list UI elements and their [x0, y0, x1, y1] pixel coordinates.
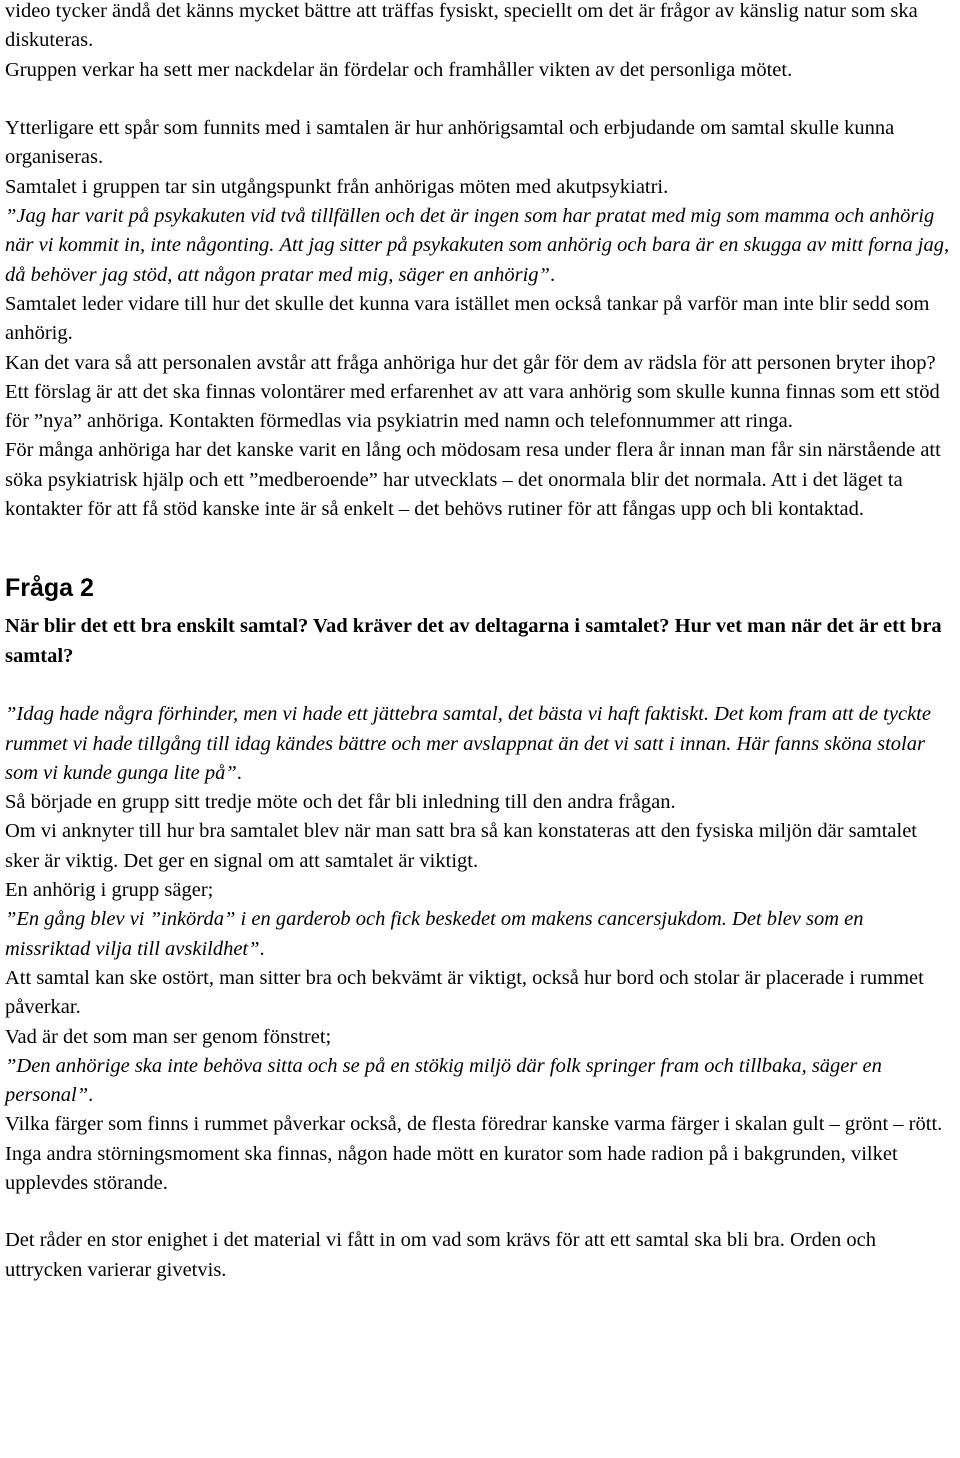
paragraph-storning: Inga andra störningsmoment ska finnas, någon hade mött en kurator som hade radion på i bakgrunden, vilket upplevdes störande.	[5, 1142, 898, 1194]
paragraph-intro: video tycker ändå det känns mycket bättre att träffas fysiskt, speciellt om det är frågor av känslig natur som ska diskuteras.	[5, 0, 918, 52]
paragraph-spar: Ytterligare ett spår som funnits med i samtalen är hur anhörigsamtal och erbjudande om samtal skulle kunna organiseras.	[5, 117, 895, 169]
paragraph-borjade: Så började en grupp sitt tredje möte och det får bli inledning till den andra frågan.	[5, 791, 676, 814]
paragraph-leder: Samtalet leder vidare till hur det skulle det kunna vara istället men också tankar på varför man inte blir sedd som anhörig.	[5, 292, 930, 345]
paragraph-farger: Vilka färger som finns i rummet påverkar också, de flesta föredrar kanske varma färger i skalan gult – grönt – rött.	[5, 1113, 943, 1136]
paragraph-quote-garderob	[5, 905, 950, 964]
quote-garderob: ”En gång blev vi ”inkörda” i en garderob och fick beskedet om makens cancersjukdom. Det blev som en missriktad vilja till avskildhet”	[5, 908, 864, 960]
paragraph-grupp-sager: En anhörig i grupp säger;	[5, 879, 214, 902]
section-heading-fraga-2: Fråga 2	[5, 574, 94, 603]
document-page	[5, 0, 950, 1285]
paragraph-quote-idag	[5, 700, 950, 788]
paragraph-quote-psykakuten	[5, 202, 950, 290]
quote-idag: ”Idag hade några förhinder, men vi hade ett jättebra samtal, det bästa vi haft faktiskt. Det kom fram att de tyckte rummet vi hade tillgång till idag kändes bättre och mer avslappnat än det vi satt i innan. Här fanns sköna stolar som vi kunde gunga lite på”	[5, 703, 931, 784]
quote-psykakuten-end: .	[549, 263, 556, 286]
quote-garderob-end: .	[259, 937, 265, 960]
quote-idag-end: .	[236, 761, 242, 784]
paragraph-anknyter: Om vi anknyter till hur bra samtalet blev när man satt bra så kan konstateras att den fysiska miljön där samtalet sker är viktig. Det ger en signal om att samtalet är viktigt.	[5, 820, 917, 872]
paragraph-utgangspunkt: Samtalet i gruppen tar sin utgångspunkt från anhörigas möten med akutpsykiatri.	[5, 175, 669, 198]
question-text: När blir det ett bra enskilt samtal? Vad kräver det av deltagarna i samtalet? Hur vet man när det är ett bra samtal?	[5, 615, 942, 667]
quote-stokig-end: .	[88, 1084, 94, 1107]
paragraph-personalen: Kan det vara så att personalen avstår att fråga anhöriga hur det går för dem av rädsla för att personen bryter ihop?	[5, 351, 936, 374]
paragraph-forslag: Ett förslag är att det ska finnas volontärer med erfarenhet av att vara anhörig som skulle kunna finnas som ett stöd för ”nya” anhöriga. Kontakten förmedlas via psykiatrin med namn och telefonnummer att ringa.	[5, 380, 940, 433]
quote-psykakuten-part1: ”Jag har varit på psykakuten vid två tillfällen och det är ingen som har pratat med mig som mamma och anhörig när vi kommit in, inte någonting.	[5, 205, 935, 257]
quote-psykakuten-part2: Att jag sitter på psykakuten som anhörig och bara är en skugga av mitt forna jag, då behöver jag stöd, att någon pratar med mig, säger en anhörig”	[5, 234, 950, 286]
paragraph-nackdelar: Gruppen verkar ha sett mer nackdelar än fördelar och framhåller vikten av det personliga mötet.	[5, 58, 793, 81]
paragraph-ostort: Att samtal kan ske ostört, man sitter bra och bekvämt är viktigt, också hur bord och stolar är placerade i rummet påverkar.	[5, 966, 924, 1019]
paragraph-fonstret: Vad är det som man ser genom fönstret;	[5, 1025, 332, 1048]
paragraph-quote-stokig	[5, 1052, 950, 1111]
paragraph-manga: För många anhöriga har det kanske varit en lång och mödosam resa under flera år innan man får sin närstående att söka psykiatrisk hjälp och ett ”medberoende” har utvecklats – det onormala blir det normala. Att i det läget ta kontakter för att få stöd kanske inte är så enkelt – det behövs rutiner för att fångas upp och bli kontaktad.	[5, 439, 941, 521]
quote-stokig: ”Den anhörige ska inte behöva sitta och se på en stökig miljö där folk springer fram och tillbaka, säger en personal”	[5, 1054, 882, 1107]
paragraph-enighet: Det råder en stor enighet i det material vi fått in om vad som krävs för att ett samtal ska bli bra. Orden och uttrycken varierar givetvis.	[5, 1229, 876, 1281]
